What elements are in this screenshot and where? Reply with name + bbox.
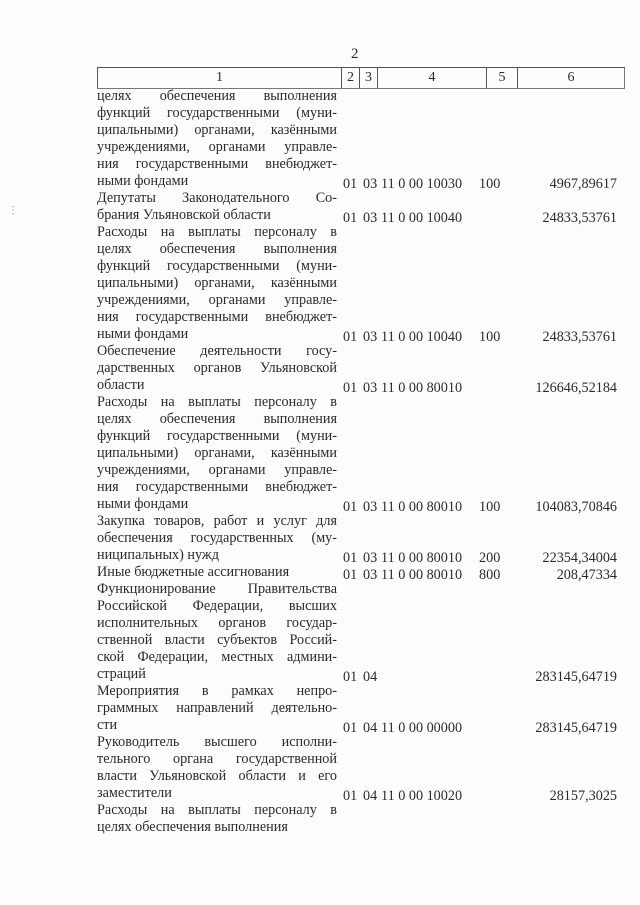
table-row (97, 802, 617, 836)
table-header (97, 67, 625, 89)
header-col-4: 4 (377, 68, 486, 88)
amount: 28157,3025 (549, 788, 617, 804)
row-codes (337, 210, 617, 227)
row-codes (337, 720, 617, 737)
target-article-code: 11 0 00 80010 (381, 380, 463, 396)
description-line: целях обеспечения выполнения (97, 241, 337, 257)
expense-type-code (479, 380, 507, 397)
subsection-code: 03 (363, 210, 378, 226)
row-description (97, 394, 337, 513)
header-col-3: 3 (359, 68, 377, 88)
table-row (97, 343, 617, 394)
row-description (97, 564, 337, 581)
description-line: ния государственными внебюджет- (97, 309, 337, 325)
target-article-code: 11 0 00 10020 (381, 788, 463, 804)
description-line: ниципальных) нужд (97, 547, 219, 563)
table-row (97, 581, 617, 683)
table-row (97, 88, 617, 190)
description-line: Российской Федерации, высших (97, 598, 337, 614)
row-codes (337, 329, 617, 346)
amount: 104083,70846 (535, 499, 617, 515)
expense-type-code: 800 (479, 567, 501, 583)
section-code (343, 822, 363, 839)
section-code: 01 (343, 550, 358, 566)
subsection-code: 03 (363, 499, 378, 515)
section-code: 01 (343, 176, 358, 192)
expense-type-code: 100 (479, 176, 501, 192)
amount: 24833,53761 (542, 210, 617, 226)
expense-type-code: 100 (479, 329, 501, 345)
row-codes (337, 822, 617, 839)
header-col-5: 5 (486, 68, 517, 88)
section-code: 01 (343, 210, 358, 226)
target-article-code (381, 822, 479, 839)
header-col-1: 1 (97, 68, 341, 88)
description-line: функций государственными (муни- (97, 105, 337, 121)
table-row (97, 190, 617, 224)
table-row (97, 734, 617, 802)
description-line: ципальными) органами, казёнными (97, 275, 337, 291)
description-line: сти (97, 717, 118, 733)
target-article-code: 11 0 00 80010 (381, 567, 463, 583)
amount: 22354,34004 (542, 550, 617, 566)
subsection-code: 04 (363, 720, 378, 736)
description-line: учреждениями, органами управле- (97, 462, 337, 478)
target-article-code: 11 0 00 10040 (381, 210, 463, 226)
description-line: Расходы на выплаты персоналу в (97, 802, 337, 818)
target-article-code (381, 669, 479, 686)
description-line: Расходы на выплаты персоналу в (97, 394, 337, 410)
row-description (97, 802, 337, 836)
expense-type-code: 200 (479, 550, 501, 566)
target-article-code: 11 0 00 00000 (381, 720, 463, 736)
description-line: ской Федерации, местных админи- (97, 649, 337, 665)
table-row (97, 683, 617, 734)
description-line: функций государственными (муни- (97, 258, 337, 274)
description-line: власти Ульяновской области и его (97, 768, 337, 784)
description-line: Депутаты Законодательного Со- (97, 190, 337, 206)
target-article-code: 11 0 00 80010 (381, 499, 463, 515)
row-description (97, 88, 337, 190)
row-description (97, 513, 337, 564)
target-article-code: 11 0 00 10040 (381, 329, 463, 345)
row-codes (337, 499, 617, 516)
row-description (97, 581, 337, 683)
row-description (97, 683, 337, 734)
section-code: 01 (343, 380, 358, 396)
description-line: ными фондами (97, 326, 189, 342)
description-line: учреждениями, органами управле- (97, 139, 337, 155)
subsection-code: 04 (363, 669, 378, 685)
description-line: Мероприятия в рамках непро- (97, 683, 337, 699)
row-codes (337, 550, 617, 567)
description-line: тельного органа государственной (97, 751, 337, 767)
expense-type-code: 100 (479, 499, 501, 515)
description-line: заместители (97, 785, 172, 801)
table-row (97, 513, 617, 564)
description-line: функций государственными (муни- (97, 428, 337, 444)
section-code: 01 (343, 499, 358, 515)
row-description (97, 734, 337, 802)
row-codes (337, 788, 617, 805)
row-codes (337, 669, 617, 686)
table-row (97, 224, 617, 343)
description-line: области (97, 377, 145, 393)
subsection-code: 03 (363, 176, 378, 192)
amount (507, 822, 617, 839)
table-body (97, 88, 617, 836)
subsection-code: 03 (363, 329, 378, 345)
subsection-code: 04 (363, 788, 378, 804)
section-code: 01 (343, 567, 358, 583)
description-line: ния государственными внебюджет- (97, 479, 337, 495)
description-line: ципальными) органами, казёнными (97, 122, 337, 138)
description-line: целях обеспечения выполнения (97, 411, 337, 427)
description-line: учреждениями, органами управле- (97, 292, 337, 308)
description-line: страций (97, 666, 146, 682)
description-line: Иные бюджетные ассигнования (97, 564, 290, 580)
description-line: ственной власти субъектов Россий- (97, 632, 337, 648)
subsection-code: 03 (363, 567, 378, 583)
subsection-code: 03 (363, 550, 378, 566)
expense-type-code (479, 720, 507, 737)
target-article-code: 11 0 00 80010 (381, 550, 463, 566)
header-col-6: 6 (517, 68, 625, 88)
row-codes (337, 380, 617, 397)
description-line: Руководитель высшего исполни- (97, 734, 337, 750)
row-codes (337, 176, 617, 193)
description-line: исполнительных органов государ- (97, 615, 337, 631)
description-line: Обеспечение деятельности госу- (97, 343, 337, 359)
target-article-code: 11 0 00 10030 (381, 176, 463, 192)
description-line: целях обеспечения выполнения (97, 819, 288, 835)
amount: 208,47334 (556, 567, 617, 583)
page-number: 2 (351, 46, 359, 62)
row-codes (337, 567, 617, 584)
expense-type-code (479, 210, 507, 227)
expense-type-code (479, 788, 507, 805)
amount: 24833,53761 (542, 329, 617, 345)
subsection-code (363, 822, 381, 839)
subsection-code: 03 (363, 380, 378, 396)
amount: 283145,64719 (535, 720, 617, 736)
table-row (97, 394, 617, 513)
section-code: 01 (343, 720, 358, 736)
expense-type-code (479, 669, 507, 686)
description-line: ципальными) органами, казёнными (97, 445, 337, 461)
row-description (97, 343, 337, 394)
section-code: 01 (343, 788, 358, 804)
description-line: брания Ульяновской области (97, 207, 271, 223)
section-code: 01 (343, 329, 358, 345)
description-line: Расходы на выплаты персоналу в (97, 224, 337, 240)
amount: 283145,64719 (535, 669, 617, 685)
description-line: ными фондами (97, 173, 189, 189)
description-line: целях обеспечения выполнения (97, 88, 337, 104)
description-line: граммных направлений деятельно- (97, 700, 337, 716)
section-code: 01 (343, 669, 358, 685)
header-col-2: 2 (341, 68, 359, 88)
amount: 4967,89617 (549, 176, 617, 192)
expense-type-code (479, 822, 507, 839)
description-line: Закупка товаров, работ и услуг для (97, 513, 337, 529)
description-line: дарственных органов Ульяновской (97, 360, 337, 376)
amount: 126646,52184 (535, 380, 617, 396)
row-description (97, 190, 337, 224)
description-line: ными фондами (97, 496, 189, 512)
description-line: обеспечения государственных (му- (97, 530, 337, 546)
row-description (97, 224, 337, 343)
description-line: Функционирование Правительства (97, 581, 337, 597)
description-line: ния государственными внебюджет- (97, 156, 337, 172)
table-row (97, 564, 617, 581)
scan-mark: ⋮ (8, 205, 18, 216)
